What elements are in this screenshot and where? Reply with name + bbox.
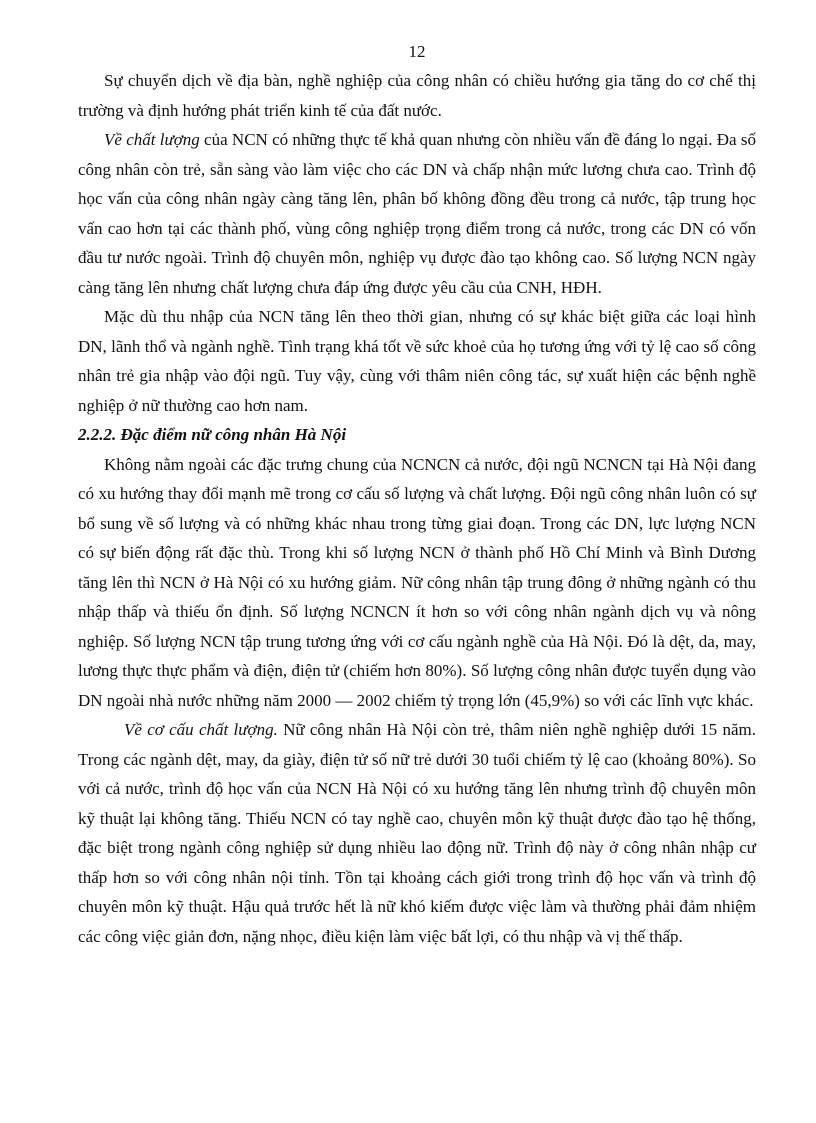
paragraph-quality-structure: [78, 715, 756, 951]
paragraph-text: của NCN có những thực tế khả quan nhưng còn nhiều vấn đề đáng lo ngại. Đa số công nhân còn trẻ, sẵn sàng vào làm việc cho các DN và chấp nhận mức lương chưa cao. Trình độ học vấn của công nhân ngày càng tăng lên, phân bố không đồng đều trong cả nước, tập trung học vấn cao hơn tại các thành phố, vùng công nghiệp trọng điểm trong cả nước, trong các DN có vốn đầu tư nước ngoài. Trình độ chuyên môn, nghiệp vụ được đào tạo không cao. Số lượng NCN ngày càng tăng lên nhưng chất lượng chưa đáp ứng được yêu cầu của CNH, HĐH.: [78, 130, 756, 297]
paragraph-hanoi-characteristics: [78, 450, 756, 716]
paragraph-location-shift: [78, 66, 756, 125]
paragraph-text: Nữ công nhân Hà Nội còn trẻ, thâm niên nghề nghiệp dưới 15 năm. Trong các ngành dệt, may, da giày, điện tử số nữ trẻ dưới 30 tuổi chiếm tỷ lệ cao (khoảng 80%). So với cả nước, trình độ học vấn của NCN Hà Nội có xu hướng tăng lên nhưng trình độ chuyên môn kỹ thuật lại không tăng. Thiếu NCN có tay nghề cao, chuyên môn kỹ thuật được đào tạo hệ thống, đặc biệt trong ngành công nghiệp sử dụng nhiều lao động nữ. Trình độ này ở công nhân nhập cư thấp hơn so với công nhân nội tỉnh. Tồn tại khoảng cách giới trong trình độ học vấn và trình độ chuyên môn kỹ thuật. Hậu quả trước hết là nữ khó kiếm được việc làm và thường phải đảm nhiệm các công việc giản đơn, nặng nhọc, điều kiện làm việc bất lợi, có thu nhập và vị thế thấp.: [78, 720, 756, 946]
section-heading: 2.2.2. Đặc điểm nữ công nhân Hà Nội: [78, 425, 347, 444]
page-number: 12: [408, 42, 426, 61]
paragraph-lead-italic: Về cơ cấu chất lượng.: [124, 720, 278, 739]
paragraph-quality: [78, 125, 756, 302]
paragraph-text: Không nằm ngoài các đặc trưng chung của NCNCN cả nước, đội ngũ NCNCN tại Hà Nội đang có xu hướng thay đổi mạnh mẽ trong cơ cấu số lượng và chất lượng. Đội ngũ công nhân luôn có sự bổ sung về số lượng và có những khác nhau trong từng giai đoạn. Trong các DN, lực lượng NCN có sự biến động rất đặc thù. Trong khi số lượng NCN ở thành phố Hồ Chí Minh và Bình Dương tăng lên thì NCN ở Hà Nội có xu hướng giảm. Nữ công nhân tập trung đông ở những ngành có thu nhập thấp và thiếu ổn định. Số lượng NCNCN ít hơn so với công nhân ngành dịch vụ và nông nghiệp. Số lượng NCN tập trung tương ứng với cơ cấu ngành nghề của Hà Nội. Đó là dệt, da, may, lương thực thực phẩm và điện, điện tử (chiếm hơn 80%). Số lượng công nhân được tuyển dụng vào DN ngoài nhà nước những năm 2000 — 2002 chiếm tỷ trọng lớn (45,9%) so với các lĩnh vực khác.: [78, 454, 756, 710]
paragraph-lead-italic: Về chất lượng: [104, 130, 200, 149]
paragraph-text: Sự chuyển dịch về địa bàn, nghề nghiệp của công nhân có chiều hướng gia tăng do cơ chế thị trường và định hướng phát triển kinh tế của đất nước.: [78, 71, 756, 120]
paragraph-income: [78, 302, 756, 420]
paragraph-text: Mặc dù thu nhập của NCN tăng lên theo thời gian, nhưng có sự khác biệt giữa các loại hình DN, lãnh thổ và ngành nghề. Tình trạng khá tốt về sức khoẻ của họ tương ứng với tỷ lệ cao số công nhân trẻ gia nhập vào đội ngũ. Tuy vậy, cùng với thâm niên công tác, sự xuất hiện các bệnh nghề nghiệp ở nữ thường cao hơn nam.: [78, 307, 756, 415]
document-page: [78, 42, 756, 951]
